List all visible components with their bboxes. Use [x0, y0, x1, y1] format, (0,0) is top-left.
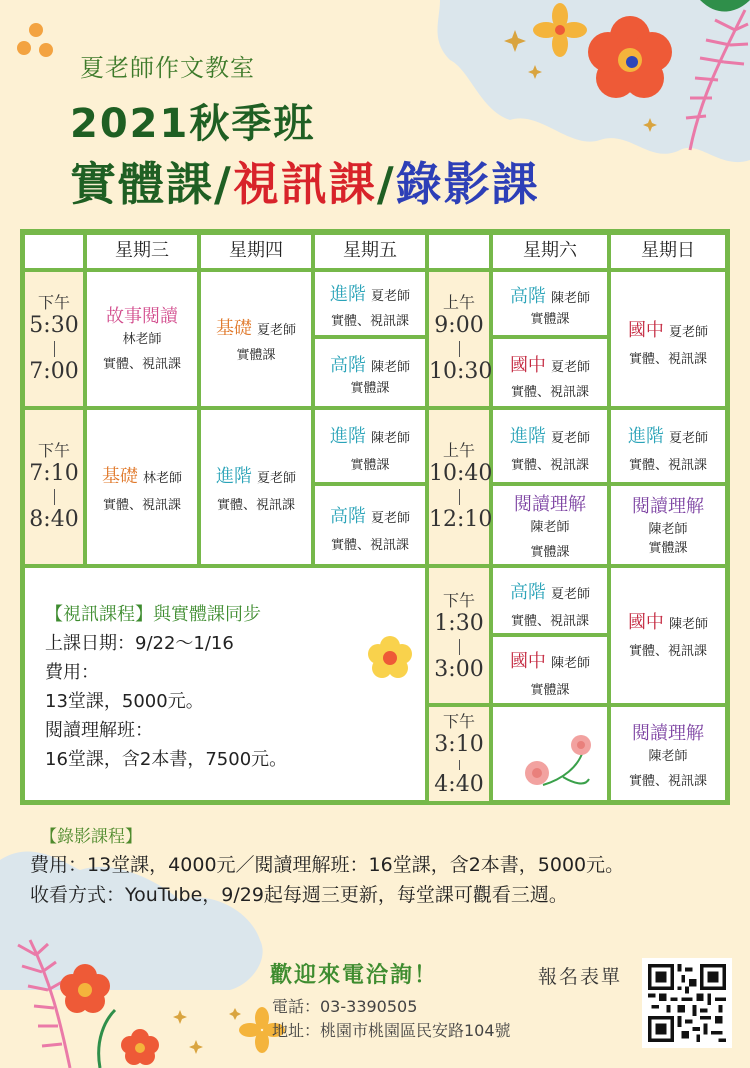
qr-code-icon: [648, 964, 726, 1042]
class-mode: 實體課: [350, 458, 390, 473]
time-divider: [459, 489, 460, 505]
class-mode: 實體課: [350, 381, 390, 396]
class-teacher: 夏老師: [551, 587, 591, 602]
in-person-label: 實體課: [70, 157, 214, 211]
time-slot: [25, 272, 83, 406]
class-level: 國中: [509, 355, 546, 376]
class-level: 進階: [329, 284, 366, 305]
class-cell: [315, 486, 425, 564]
class-level: 國中: [627, 320, 664, 341]
class-mode: 實體、視訊課: [510, 458, 589, 473]
class-mode: 實體、視訊課: [330, 538, 409, 553]
address: 地址：桃園市桃園區民安路104號: [272, 1021, 511, 1040]
stem-icon: [99, 1010, 115, 1068]
class-cell: [611, 568, 725, 703]
class-cell: [493, 486, 607, 564]
time-slot: [429, 410, 493, 564]
time-start: 5:30: [29, 313, 79, 338]
separator: /: [376, 157, 396, 211]
video-course-fee: 13堂課，5000元。: [45, 691, 204, 712]
time-end: 8:40: [29, 507, 79, 532]
time-period: 上午: [442, 293, 475, 312]
class-mode: 實體、視訊課: [510, 614, 589, 629]
class-level: 國中: [509, 651, 546, 672]
signup-form-label: 報名表單: [538, 966, 623, 988]
recorded-course-fee: 費用：13堂課，4000元／閱讀理解班：16堂課，含2本書，5000元。: [30, 854, 625, 876]
class-cell: [611, 410, 725, 482]
video-label: 視訊課: [232, 157, 377, 211]
time-divider: [54, 489, 55, 505]
class-cell: [201, 410, 311, 564]
class-level: 高階: [329, 355, 366, 376]
class-mode: 實體課: [530, 312, 570, 327]
class-level: 進階: [215, 466, 252, 487]
dot-icon: [29, 23, 43, 37]
class-cell: [87, 410, 197, 564]
dot-icon: [39, 43, 53, 57]
time-end: 3:00: [434, 657, 484, 682]
day-header-wed: 星期三: [87, 235, 197, 268]
reading-class-label: 閱讀理解班：: [45, 720, 153, 741]
recorded-course-watch: 收看方式：YouTube，9/29起每週三更新，每堂課可觀看三週。: [30, 884, 568, 906]
class-teacher: 夏老師: [551, 360, 591, 375]
header-blank: [25, 235, 83, 268]
time-slot: [25, 410, 83, 564]
class-level: 故事閱讀: [106, 306, 178, 327]
time-period: 下午: [442, 591, 475, 610]
time-end: 10:30: [429, 359, 493, 384]
class-teacher: 夏老師: [551, 431, 591, 446]
video-course-dates: 上課日期：9/22～1/16: [45, 633, 234, 654]
dot-icon: [17, 41, 31, 55]
class-mode: 實體課: [648, 541, 688, 556]
time-divider: [459, 639, 460, 655]
time-end: 12:10: [429, 507, 493, 532]
day-header-fri: 星期五: [315, 235, 425, 268]
class-level: 閱讀理解: [632, 496, 704, 517]
season-title: 2021秋季班: [70, 101, 316, 147]
video-course-fee-label: 費用：: [45, 662, 99, 683]
class-mode: 實體課: [530, 683, 570, 698]
day-header-sun: 星期日: [611, 235, 725, 268]
class-cell: [201, 272, 311, 406]
studio-name: 夏老師作文教室: [80, 54, 255, 82]
welcome-text: 歡迎來電洽詢！: [270, 963, 439, 988]
signup-qr-code[interactable]: [642, 958, 732, 1048]
recorded-label: 錄影課: [395, 157, 540, 211]
course-types-title: [70, 148, 540, 214]
class-cell: [493, 339, 607, 406]
class-cell: [493, 410, 607, 482]
empty-cell: [493, 707, 607, 800]
class-teacher: 陳老師: [551, 656, 591, 671]
red-flower-icon: [121, 1029, 159, 1065]
class-cell: [315, 339, 425, 406]
class-mode: 實體、視訊課: [628, 774, 707, 789]
class-mode: 實體、視訊課: [102, 498, 181, 513]
class-teacher: 夏老師: [371, 289, 411, 304]
class-level: 閱讀理解: [514, 494, 586, 515]
time-period: 下午: [442, 712, 475, 731]
pink-flower-icon: [493, 707, 607, 800]
reading-class-fee: 16堂課，含2本書，7500元。: [45, 749, 288, 770]
class-level: 進階: [329, 426, 366, 447]
class-cell: [493, 637, 607, 703]
time-divider: [459, 760, 460, 770]
class-cell: [611, 707, 725, 800]
class-teacher: 夏老師: [669, 431, 709, 446]
class-cell: [315, 272, 425, 335]
video-course-title: 【視訊課程】與實體課同步: [45, 604, 261, 625]
separator: /: [214, 157, 233, 211]
class-level: 基礎: [215, 318, 252, 339]
time-slot: [429, 568, 489, 703]
class-cell: [315, 410, 425, 482]
class-cell: [611, 486, 725, 564]
class-teacher: 陳老師: [530, 520, 570, 535]
class-cell: [493, 568, 607, 633]
class-level: 進階: [627, 426, 664, 447]
time-period: 下午: [37, 293, 70, 312]
recorded-course-title: 【錄影課程】: [40, 827, 142, 847]
class-teacher: 陳老師: [648, 749, 688, 764]
class-mode: 實體、視訊課: [510, 385, 589, 400]
class-teacher: 陳老師: [669, 617, 709, 632]
day-header-thu: 星期四: [201, 235, 311, 268]
class-level: 高階: [509, 286, 546, 307]
class-teacher: 陳老師: [648, 522, 688, 537]
class-teacher: 林老師: [143, 471, 183, 486]
video-course-info: [45, 600, 375, 774]
class-level: 進階: [509, 426, 546, 447]
class-mode: 實體、視訊課: [628, 644, 707, 659]
class-level: 國中: [627, 612, 664, 633]
class-mode: 實體、視訊課: [102, 357, 181, 372]
class-mode: 實體、視訊課: [216, 498, 295, 513]
class-cell: [493, 272, 607, 335]
class-cell: [87, 272, 197, 406]
class-mode: 實體、視訊課: [330, 314, 409, 329]
time-end: 7:00: [29, 359, 79, 384]
time-divider: [54, 341, 55, 357]
class-level: 基礎: [101, 466, 138, 487]
class-teacher: 夏老師: [371, 511, 411, 526]
class-teacher: 陳老師: [551, 291, 591, 306]
time-period: 下午: [37, 441, 70, 460]
time-end: 4:40: [434, 772, 484, 797]
class-mode: 實體、視訊課: [628, 458, 707, 473]
class-level: 閱讀理解: [632, 723, 704, 744]
class-teacher: 夏老師: [669, 325, 709, 340]
phone-number: 電話：03-3390505: [272, 997, 418, 1016]
time-start: 10:40: [429, 461, 493, 486]
class-teacher: 林老師: [122, 332, 162, 347]
class-teacher: 陳老師: [371, 360, 411, 375]
time-slot: [429, 707, 489, 801]
time-slot: [429, 272, 493, 406]
time-start: 7:10: [29, 461, 79, 486]
time-period: 上午: [442, 441, 475, 460]
class-teacher: 夏老師: [257, 471, 297, 486]
class-teacher: 夏老師: [257, 323, 297, 338]
class-teacher: 陳老師: [371, 431, 411, 446]
class-mode: 實體、視訊課: [628, 352, 707, 367]
time-start: 9:00: [434, 313, 484, 338]
class-level: 高階: [329, 506, 366, 527]
time-start: 3:10: [434, 732, 484, 757]
sparkle-icon: [173, 1008, 241, 1054]
time-divider: [459, 341, 460, 357]
day-header-sat: 星期六: [493, 235, 607, 268]
cloud-shape: [438, 0, 750, 162]
class-mode: 實體課: [530, 545, 570, 560]
class-level: 高階: [509, 582, 546, 603]
class-mode: 實體課: [236, 348, 276, 363]
time-start: 1:30: [434, 611, 484, 636]
class-cell: [611, 272, 725, 406]
header-blank: [429, 235, 489, 268]
